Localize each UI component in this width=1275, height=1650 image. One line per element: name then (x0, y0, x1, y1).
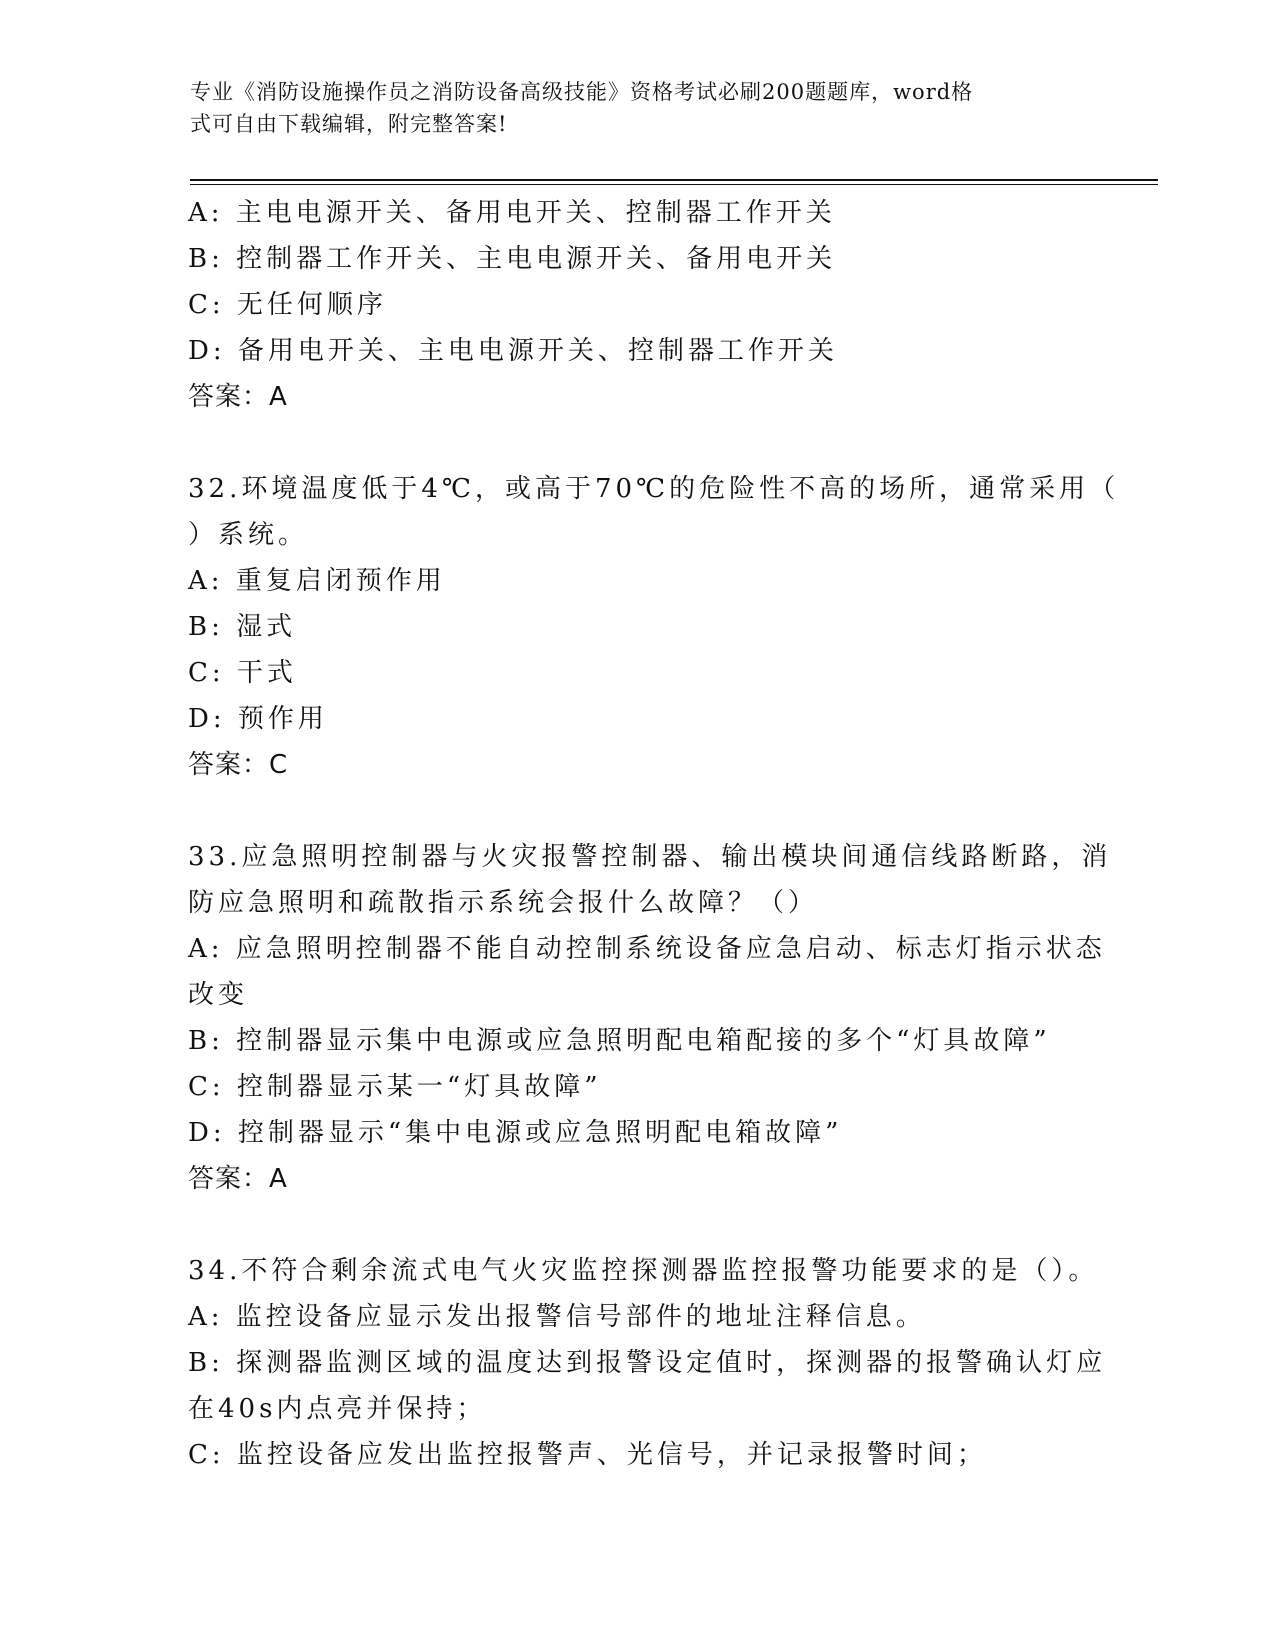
option-b-continued: 在40s内点亮并保持； (188, 1394, 487, 1424)
question-31-continued (188, 190, 1088, 420)
question-32 (188, 466, 1120, 788)
question-stem-line-1: 34.不符合剩余流式电气火灾监控探测器监控报警功能要求的是（）。 (188, 1256, 1099, 1286)
question-stem-line-2: ）系统。 (188, 520, 309, 550)
spacer (188, 788, 1088, 834)
option-b: B: 探测器监测区域的温度达到报警设定值时，探测器的报警确认灯应 (188, 1348, 1107, 1378)
answer-line: 答案：A (188, 1164, 288, 1194)
header-divider-thin (190, 184, 1158, 185)
header-divider-thick (190, 179, 1158, 181)
option-d: D: 预作用 (188, 704, 328, 734)
option-a: A: 应急照明控制器不能自动控制系统设备应急启动、标志灯指示状态 (188, 934, 1106, 964)
answer-line: 答案：C (188, 750, 289, 780)
answer-line: 答案：A (188, 382, 288, 412)
spacer (188, 420, 1088, 466)
question-stem-line-1: 33.应急照明控制器与火灾报警控制器、输出模块间通信线路断路，消 (188, 842, 1112, 872)
option-c: C: 无任何顺序 (188, 290, 387, 320)
option-c: C: 监控设备应发出监控报警声、光信号，并记录报警时间； (188, 1440, 987, 1470)
question-list (188, 190, 1120, 1478)
option-a: A: 重复启闭预作用 (188, 566, 446, 596)
option-a: A: 主电电源开关、备用电开关、控制器工作开关 (188, 198, 836, 228)
option-a-continued: 改变 (188, 980, 249, 1010)
option-c: C: 干式 (188, 658, 297, 688)
question-33 (188, 834, 1112, 1202)
option-d: D: 控制器显示“集中电源或应急照明配电箱故障” (188, 1118, 843, 1148)
option-b: B: 湿式 (188, 612, 297, 642)
option-d: D: 备用电开关、主电电源开关、控制器工作开关 (188, 336, 838, 366)
header-line-2: 式可自由下载编辑，附完整答案! (190, 112, 508, 136)
option-b: B: 控制器显示集中电源或应急照明配电箱配接的多个“灯具故障” (188, 1026, 1051, 1056)
option-b: B: 控制器工作开关、主电电源开关、备用电开关 (188, 244, 837, 274)
document-header (190, 76, 1090, 140)
question-stem-line-2: 防应急照明和疏散指示系统会报什么故障？（） (188, 888, 819, 918)
option-a: A: 监控设备应显示发出报警信号部件的地址注释信息。 (188, 1302, 926, 1332)
header-line-1: 专业《消防设施操作员之消防设备高级技能》资格考试必刷200题题库，word格 (190, 80, 974, 104)
option-c: C: 控制器显示某一“灯具故障” (188, 1072, 602, 1102)
question-stem-line-1: 32.环境温度低于4℃，或高于70℃的危险性不高的场所，通常采用（ (188, 474, 1120, 504)
spacer (188, 1202, 1088, 1248)
question-34 (188, 1248, 1107, 1478)
